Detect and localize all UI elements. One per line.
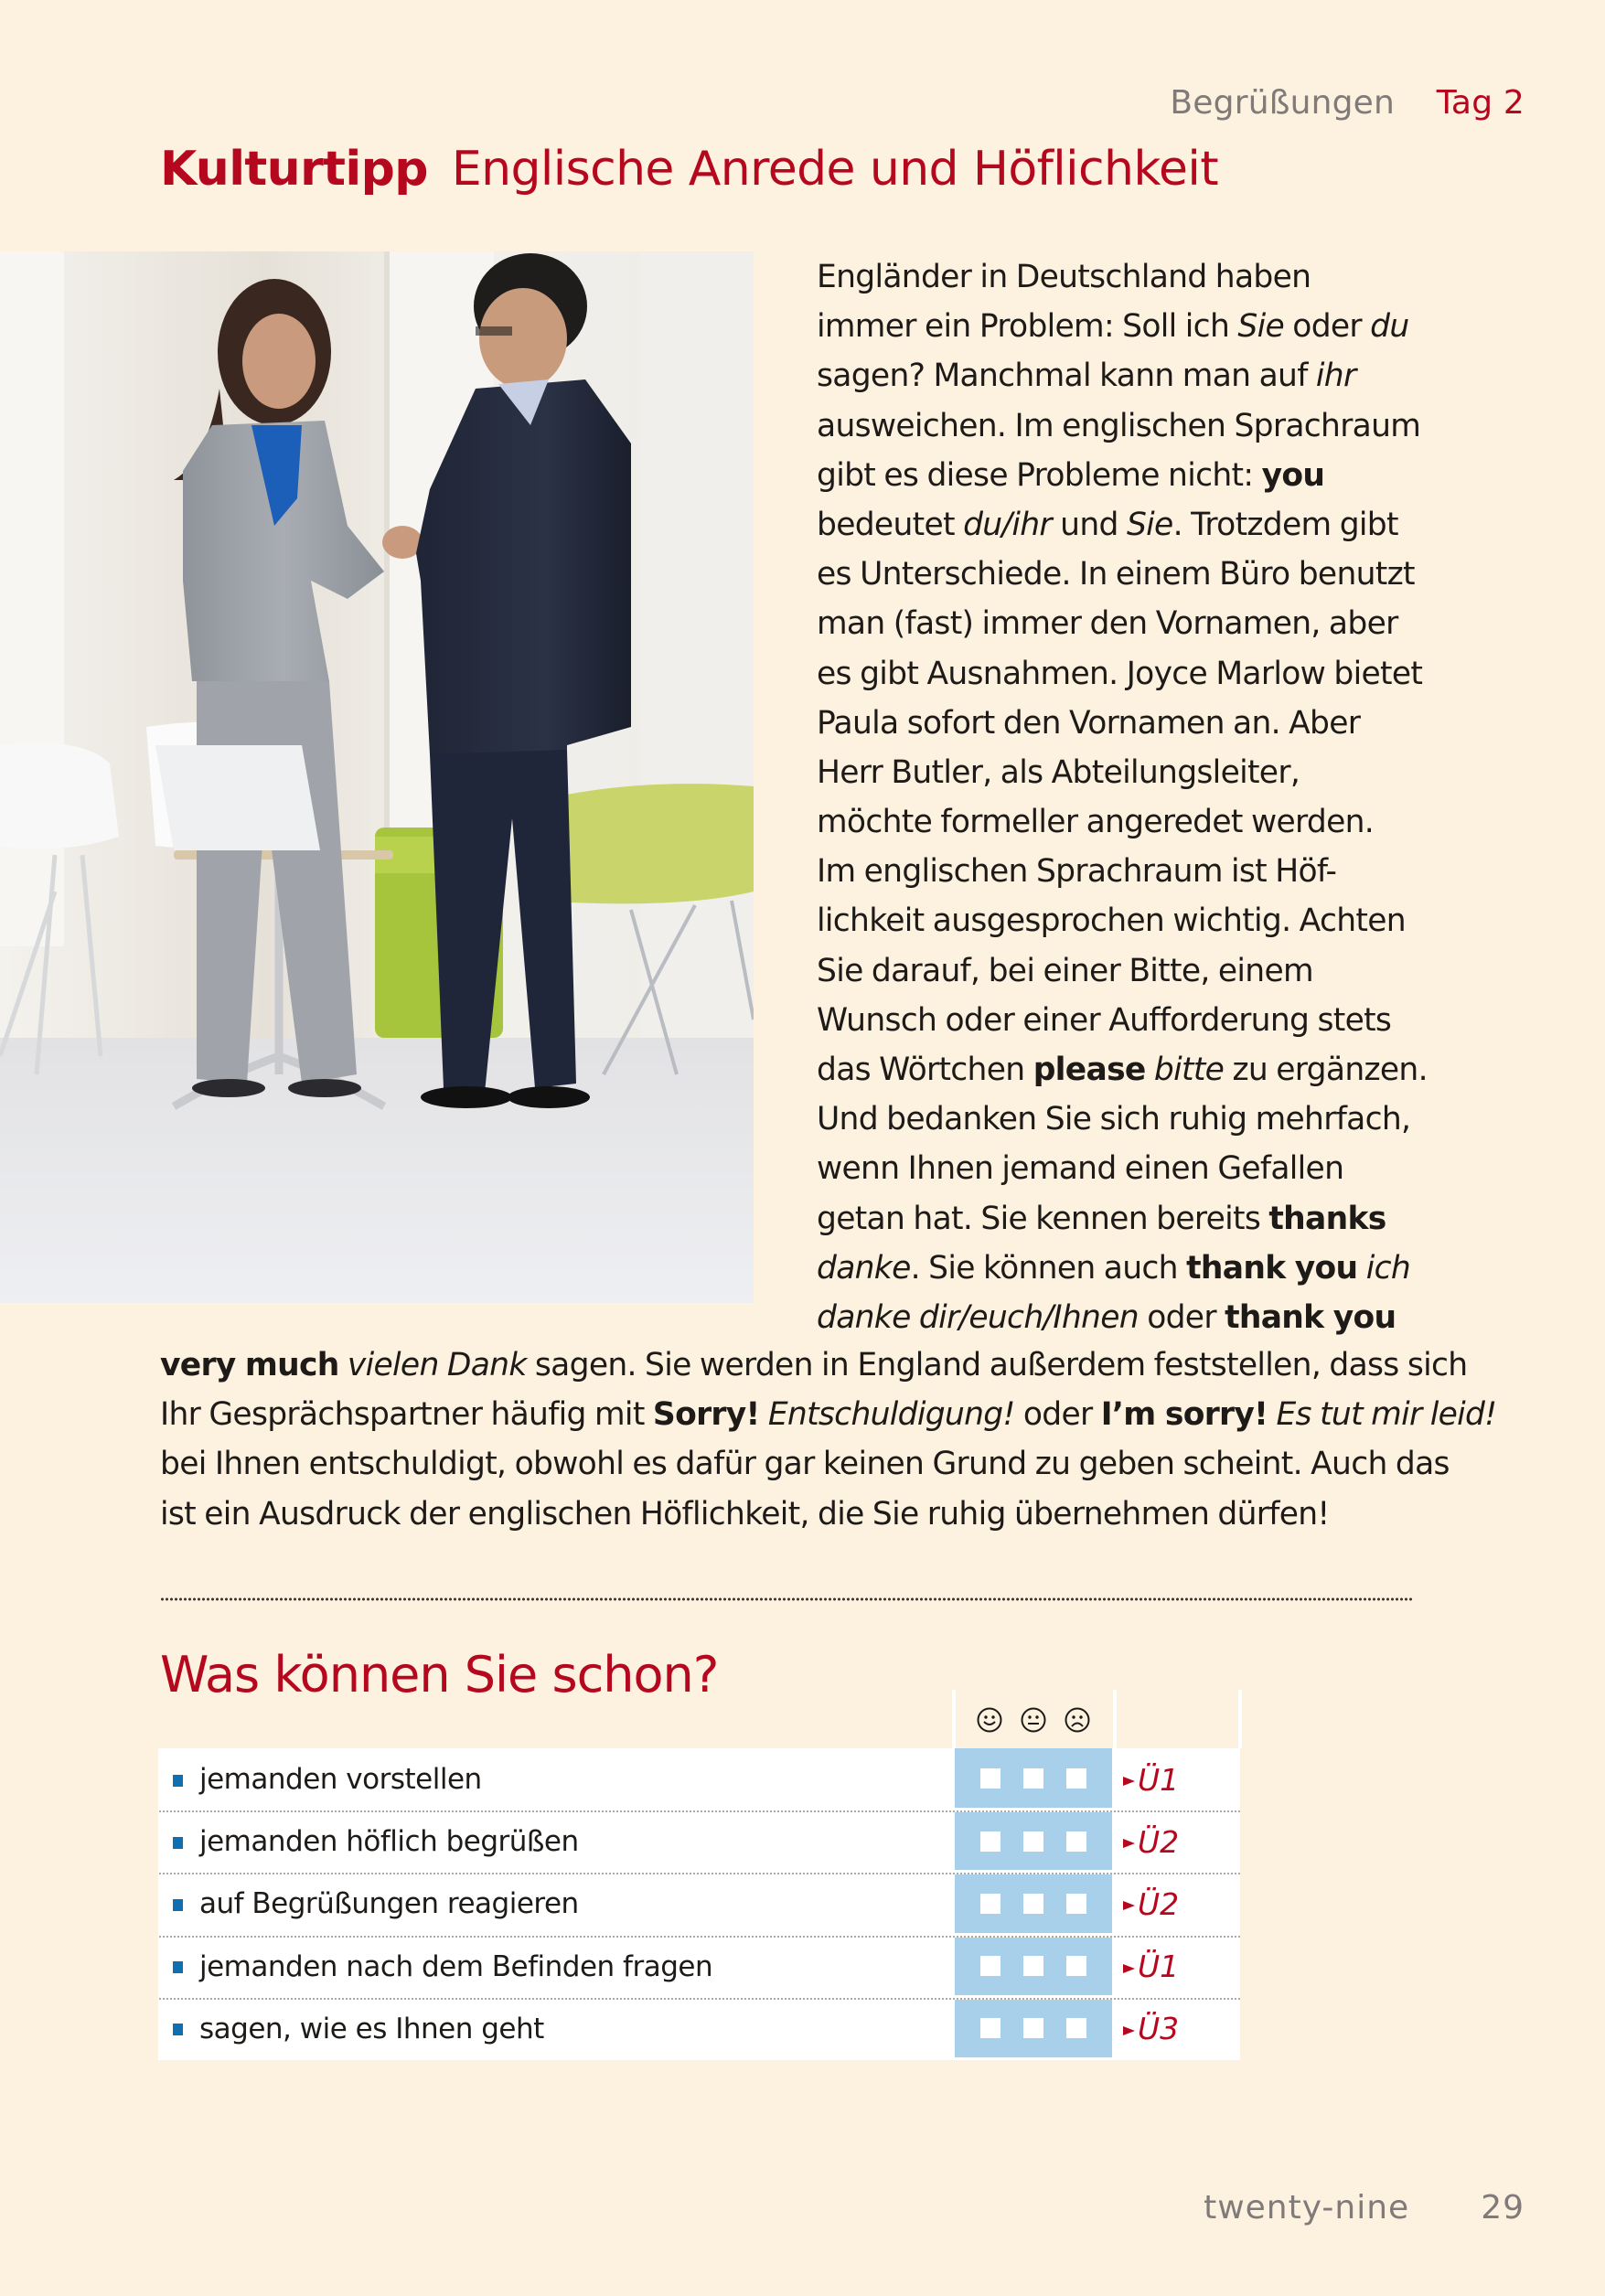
text-run: sagen. Sie werden in England außerdem feststellen, dass sich [526, 1347, 1468, 1383]
english-term: very much [160, 1347, 339, 1383]
text-run: lichkeit ausgesprochen wichtig. Achten [817, 902, 1406, 940]
text-run: Engländer in Deutschland haben [817, 259, 1311, 295]
english-term: I’m sorry! [1100, 1396, 1268, 1434]
arrow-right-icon [1123, 2026, 1135, 2035]
text-line [817, 797, 1439, 847]
text-line [817, 1144, 1439, 1193]
english-term: Sorry! [652, 1396, 760, 1434]
text-run: Wunsch oder einer Aufforderung stets [817, 1001, 1392, 1039]
text-line [817, 302, 1439, 351]
square-bullet-icon [173, 2024, 183, 2035]
text-line [160, 1439, 1450, 1489]
exercise-reference-link[interactable] [1123, 1748, 1179, 1810]
text-line [817, 550, 1439, 599]
text-run: oder [1014, 1396, 1101, 1434]
text-run: zu ergänzen. [1224, 1052, 1428, 1088]
text-line [817, 1194, 1439, 1244]
text-line [817, 451, 1439, 500]
text-line [817, 599, 1439, 648]
text-run: . Sie können auch [910, 1249, 1187, 1287]
german-translation: Sie [1237, 308, 1285, 346]
title-text: Englische Anrede und Höflichkeit [451, 142, 1219, 197]
skill-item [158, 1748, 952, 1810]
column-separator [1238, 1690, 1242, 1748]
checkbox-happy[interactable] [980, 1894, 1000, 1914]
text-run: ausweichen. Im englischen Sprachraum [817, 407, 1421, 444]
text-run: man (fast) immer den Vornamen, aber [817, 605, 1398, 643]
rating-checkboxes [955, 1874, 1112, 1932]
text-run: immer ein Problem: Soll ich [817, 308, 1238, 346]
text-run: Ihr Gesprächspartner häufig mit [160, 1396, 653, 1434]
arrow-right-icon [1123, 1777, 1135, 1786]
running-head [1170, 84, 1525, 122]
skill-label: auf Begrüßungen reagieren [199, 1887, 579, 1921]
day-label: Tag 2 [1436, 84, 1525, 122]
rating-legend [955, 1697, 1112, 1743]
text-run [1146, 1052, 1154, 1088]
rating-checkboxes [955, 1748, 1112, 1808]
text-line [160, 1390, 1497, 1439]
german-translation: du/ihr [963, 506, 1052, 543]
text-run: oder [1138, 1298, 1225, 1336]
text-run: ist ein Ausdruck der englischen Höflichkeit, die Sie ruhig übernehmen dürfen! [160, 1495, 1330, 1532]
smiley-neutral-icon [1020, 1706, 1047, 1734]
text-line [817, 1244, 1439, 1293]
checkbox-happy[interactable] [980, 1956, 1000, 1976]
text-run: sagen? Manchmal kann man auf [817, 358, 1316, 395]
english-term: please [1033, 1052, 1146, 1088]
page-number: 29 [1481, 2189, 1525, 2227]
skill-label: jemanden nach dem Befinden fragen [199, 1949, 713, 1983]
text-line [817, 351, 1439, 400]
text-run [760, 1396, 768, 1433]
text-run [339, 1347, 348, 1383]
rating-checkboxes [955, 1812, 1112, 1870]
text-run: wenn Ihnen jemand einen Gefallen [817, 1150, 1344, 1188]
column-separator [1113, 1690, 1117, 1748]
skill-label: jemanden höflich begrüßen [199, 1825, 579, 1859]
text-line [817, 946, 1439, 996]
text-line [817, 401, 1439, 451]
table-row [158, 1936, 1240, 1998]
checkbox-neutral[interactable] [1023, 1956, 1043, 1976]
square-bullet-icon [173, 1961, 183, 1973]
text-line [160, 1340, 1468, 1390]
text-line [817, 847, 1439, 896]
text-run: das Wörtchen [817, 1052, 1033, 1088]
skill-item [158, 1936, 952, 1998]
arrow-right-icon [1123, 1964, 1135, 1973]
table-row [158, 1873, 1240, 1935]
exercise-reference-link[interactable] [1123, 1810, 1179, 1873]
text-line [817, 699, 1439, 748]
square-bullet-icon [173, 1775, 183, 1787]
skill-label: jemanden vorstellen [199, 1763, 482, 1797]
german-translation: Es tut mir leid! [1276, 1396, 1497, 1434]
skill-label: sagen, wie es Ihnen geht [199, 2012, 544, 2045]
text-run [1357, 1250, 1365, 1287]
text-run: Und bedanken Sie sich ruhig mehrfach, [817, 1101, 1411, 1138]
smiley-happy-icon [976, 1706, 1003, 1734]
exercise-reference-link[interactable] [1123, 1936, 1179, 1998]
text-run: es Unterschiede. In einem Büro benutzt [817, 556, 1415, 593]
text-run: . Trotzdem gibt [1172, 506, 1398, 543]
exercise-reference: Ü3 [1138, 2011, 1180, 2047]
square-bullet-icon [173, 1899, 183, 1911]
text-run: Herr Butler, als Abteilungsleiter, [817, 753, 1300, 791]
section-label: Begrüßungen [1170, 84, 1396, 122]
english-term: thank you [1225, 1298, 1396, 1336]
text-run: bedeutet [817, 506, 964, 543]
german-translation: bitte [1153, 1052, 1225, 1088]
skill-item [158, 1998, 952, 2060]
text-line [817, 996, 1439, 1045]
german-translation: ihr [1315, 358, 1356, 395]
german-translation: ich [1365, 1249, 1411, 1287]
skill-item [158, 1810, 952, 1873]
text-line [817, 252, 1439, 302]
page-title [160, 142, 1218, 197]
text-run: getan hat. Sie kennen bereits [817, 1200, 1269, 1237]
german-translation: du [1370, 308, 1409, 346]
english-term: thanks [1268, 1200, 1386, 1237]
handshake-photo [0, 251, 754, 1303]
text-run: bei Ihnen entschuldigt, obwohl es dafür gar keinen Grund zu geben scheint. Auch das [160, 1446, 1450, 1483]
text-run: oder [1284, 308, 1371, 346]
german-translation: Entschuldigung! [767, 1396, 1015, 1434]
text-run: Im englischen Sprachraum ist Höf- [817, 853, 1337, 891]
page-footer [1204, 2189, 1525, 2227]
text-line [817, 1045, 1439, 1095]
checkbox-happy[interactable] [980, 1831, 1000, 1852]
quiz-title: Was können Sie schon? [160, 1646, 719, 1703]
text-line [817, 1095, 1439, 1144]
text-run: möchte formeller angeredet werden. [817, 804, 1375, 841]
article-continuation [160, 1340, 1497, 1539]
german-translation: danke dir/euch/Ihnen [817, 1298, 1139, 1336]
english-term: thank you [1186, 1249, 1358, 1287]
checkbox-sad[interactable] [1066, 1894, 1086, 1914]
text-line [160, 1490, 1440, 1539]
table-row [158, 1748, 1240, 1810]
exercise-reference-link[interactable] [1123, 1873, 1179, 1935]
checkbox-neutral[interactable] [1023, 1768, 1043, 1789]
table-row [158, 1998, 1240, 2060]
text-run: und [1051, 506, 1127, 543]
exercise-reference: Ü1 [1138, 1949, 1180, 1985]
exercise-reference-link[interactable] [1123, 1998, 1179, 2060]
checkbox-sad[interactable] [1066, 1956, 1086, 1976]
checkbox-sad[interactable] [1066, 1831, 1086, 1852]
arrow-right-icon [1123, 1901, 1135, 1910]
text-line [817, 500, 1439, 550]
text-line [817, 896, 1439, 945]
text-run: es gibt Ausnahmen. Joyce Marlow bietet [817, 655, 1423, 692]
title-kicker: Kulturtipp [160, 142, 428, 197]
photo-handshake-icon [0, 251, 754, 1303]
checkbox-neutral[interactable] [1023, 1894, 1043, 1914]
checkbox-sad[interactable] [1066, 2018, 1086, 2038]
text-line [817, 649, 1439, 699]
skill-item [158, 1873, 952, 1935]
table-row [158, 1810, 1240, 1873]
text-line [817, 748, 1439, 797]
checkbox-neutral[interactable] [1023, 1831, 1043, 1852]
text-run: Sie darauf, bei einer Bitte, einem [817, 952, 1313, 989]
checkbox-neutral[interactable] [1023, 2018, 1043, 2038]
checkbox-sad[interactable] [1066, 1768, 1086, 1789]
dotted-divider [160, 1597, 1413, 1602]
german-translation: danke [817, 1249, 911, 1287]
arrow-right-icon [1123, 1839, 1135, 1848]
text-run: gibt es diese Probleme nicht: [817, 456, 1262, 494]
rating-checkboxes [955, 2000, 1112, 2057]
english-term: you [1261, 456, 1325, 494]
german-translation: Sie [1126, 506, 1173, 543]
text-run: Paula sofort den Vornamen an. Aber [817, 704, 1361, 742]
rating-checkboxes [955, 1938, 1112, 1995]
self-assessment-table [158, 1748, 1240, 2060]
text-line [817, 1293, 1439, 1342]
checkbox-happy[interactable] [980, 1768, 1000, 1789]
smiley-sad-icon [1064, 1706, 1091, 1734]
exercise-reference: Ü2 [1138, 1823, 1180, 1860]
article-column [817, 252, 1439, 1342]
exercise-reference: Ü1 [1138, 1761, 1180, 1798]
checkbox-happy[interactable] [980, 2018, 1000, 2038]
square-bullet-icon [173, 1837, 183, 1849]
exercise-reference: Ü2 [1138, 1885, 1180, 1922]
german-translation: vielen Dank [347, 1347, 527, 1383]
page-number-word: twenty-nine [1204, 2189, 1410, 2227]
